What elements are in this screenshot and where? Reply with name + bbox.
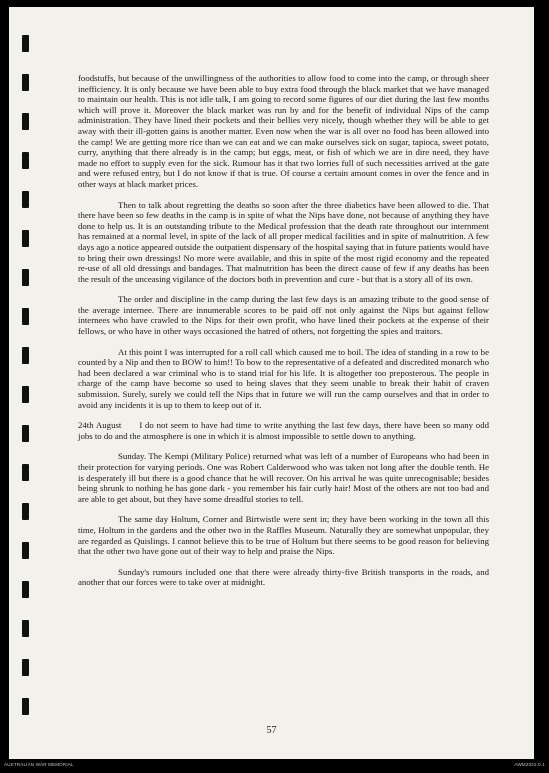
binding-hole [22, 542, 29, 559]
binding-hole [22, 74, 29, 91]
paragraph: At this point I was interrupted for a roll call which caused me to boil. The idea of standing in a row to be counted by a Nip and then to BOW to him!! To bow to the representative of a defeated and discredited monarch who had been declared a war criminal who is to stand trial for his life. It is altogether too preposterous. The people in charge of the camp have become so used to being slaves that they seem unable to break their habit of craven submission. Surely, surely we could tell the Nips that in future we will run the camp ourselves and that in order to avoid any incidents it is up to them to keep out of it. [78, 346, 489, 410]
binding-hole [22, 503, 29, 520]
entry-date: 24th August [78, 420, 122, 431]
binding-hole [22, 113, 29, 130]
binding-holes [22, 35, 32, 735]
paragraph: foodstuffs, but because of the unwillingness of the authorities to allow food to come into the camp, or through sheer inefficiency. It is only because we have been able to buy extra food through the black market that we have managed to maintain our health. This is not idle talk, I am going to record some figures of our diet during the last few months which will prove it. Moreover the black market was run by and for the benefit of individual Nips of the camp administration. They have lined their pockets and their bellies very nicely, though whether they will be able to get away with their ill-gotten gains is another matter. Even now when the war is all over no food has been allowed into the camp! We are getting more rice than we can eat and we can make ourselves sick on sugar, tapioca, sweet potato, curry, anything that there already is in the camp; but eggs, meat, or fish of which we are in dire need, they have made no effort to supply even for the sick. Rumour has it that two lorries full of such necessities arrived at the gate and were refused entry, but I do not know if that is true. Of course a certain amount comes in over the fence and in other ways at black market prices. [78, 73, 489, 189]
binding-hole [22, 698, 29, 715]
binding-hole [22, 659, 29, 676]
paragraph: The same day Holtum, Corner and Birtwistle were sent in; they have been working in the town all this time, Holtum in the gardens and the other two in the Raffles Museum. Naturally they are somewhat unpopular, they are regarded as Quislings. I cannot believe this to be true of Holtum but there seems to be good reason for believing that the other two have gone out of their way to help and praise the Nips. [78, 514, 489, 557]
paragraph: The order and discipline in the camp during the last few days is an amazing tribute to the good sense of the average internee. There are innumerable scores to be paid off not only against the Nips but against fellow internees who have crawled to the Nips for their own profit, who have lined their pockets at the expense of their fellows, or who have in other ways occasioned the hatred of others, not forgetting the spies and traitors. [78, 294, 489, 337]
diary-text [78, 73, 489, 598]
paragraph: Sunday. The Kempi (Military Police) returned what was left of a number of Europeans who had been in their protection for varying periods. One was Robert Calderwood who was taken not long after the double tenth. He is desperately ill but there is a good chance that he will recover. On his arrival he was quite unrecognisable; besides being shrunk to nothing he has gone dark - you remember his fair curly hair! Most of the others are not too bad and are able to get about, but they have some dreadful stories to tell. [78, 451, 489, 504]
dated-entry [78, 420, 489, 441]
document-page [9, 7, 534, 759]
binding-hole [22, 35, 29, 52]
binding-hole [22, 152, 29, 169]
binding-hole [22, 230, 29, 247]
binding-hole [22, 191, 29, 208]
binding-hole [22, 464, 29, 481]
page-number: 57 [266, 725, 277, 736]
paragraph: Sunday's rumours included one that there were already thirty-five British transports in the roads, and another that our forces were to take over at midnight. [78, 566, 489, 588]
footer-archive-label: AUSTRALIAN WAR MEMORIAL [4, 762, 74, 767]
binding-hole [22, 581, 29, 598]
binding-hole [22, 386, 29, 403]
paragraph: Then to talk about regretting the deaths so soon after the three diabetics have been allowed to die. That there have been so few deaths in the camp is in spite of what the Nips have done, not because of anything they have done to help us. It is an outstanding tribute to the Medical profession that the death rate throughout our internment has remained at a normal level, in spite of the lack of all proper medical facilities and in spite of malnutrition. A few days ago a notice appeared outside the outpatient dispensary of the hospital saying that in future patients would have to bring their own dressings! No more were available, and this in spite of the most rigid economy and the repeated re-use of all old dressings and bandages. That malnutrition has been the direct cause of few if any deaths has been the result of the unceasing vigilance of the doctors both in prevention and cure - but that is a story all of its own. [78, 199, 489, 284]
binding-hole [22, 425, 29, 442]
binding-hole [22, 269, 29, 286]
entry-text: I do not seem to have had time to write anything the last few days, there have been so many odd jobs to do and the atmosphere is one in which it is almost impossible to settle down to anything. [78, 420, 489, 441]
binding-hole [22, 620, 29, 637]
binding-hole [22, 308, 29, 325]
footer-reference: AWM2022.0.1 [514, 762, 545, 767]
binding-hole [22, 347, 29, 364]
